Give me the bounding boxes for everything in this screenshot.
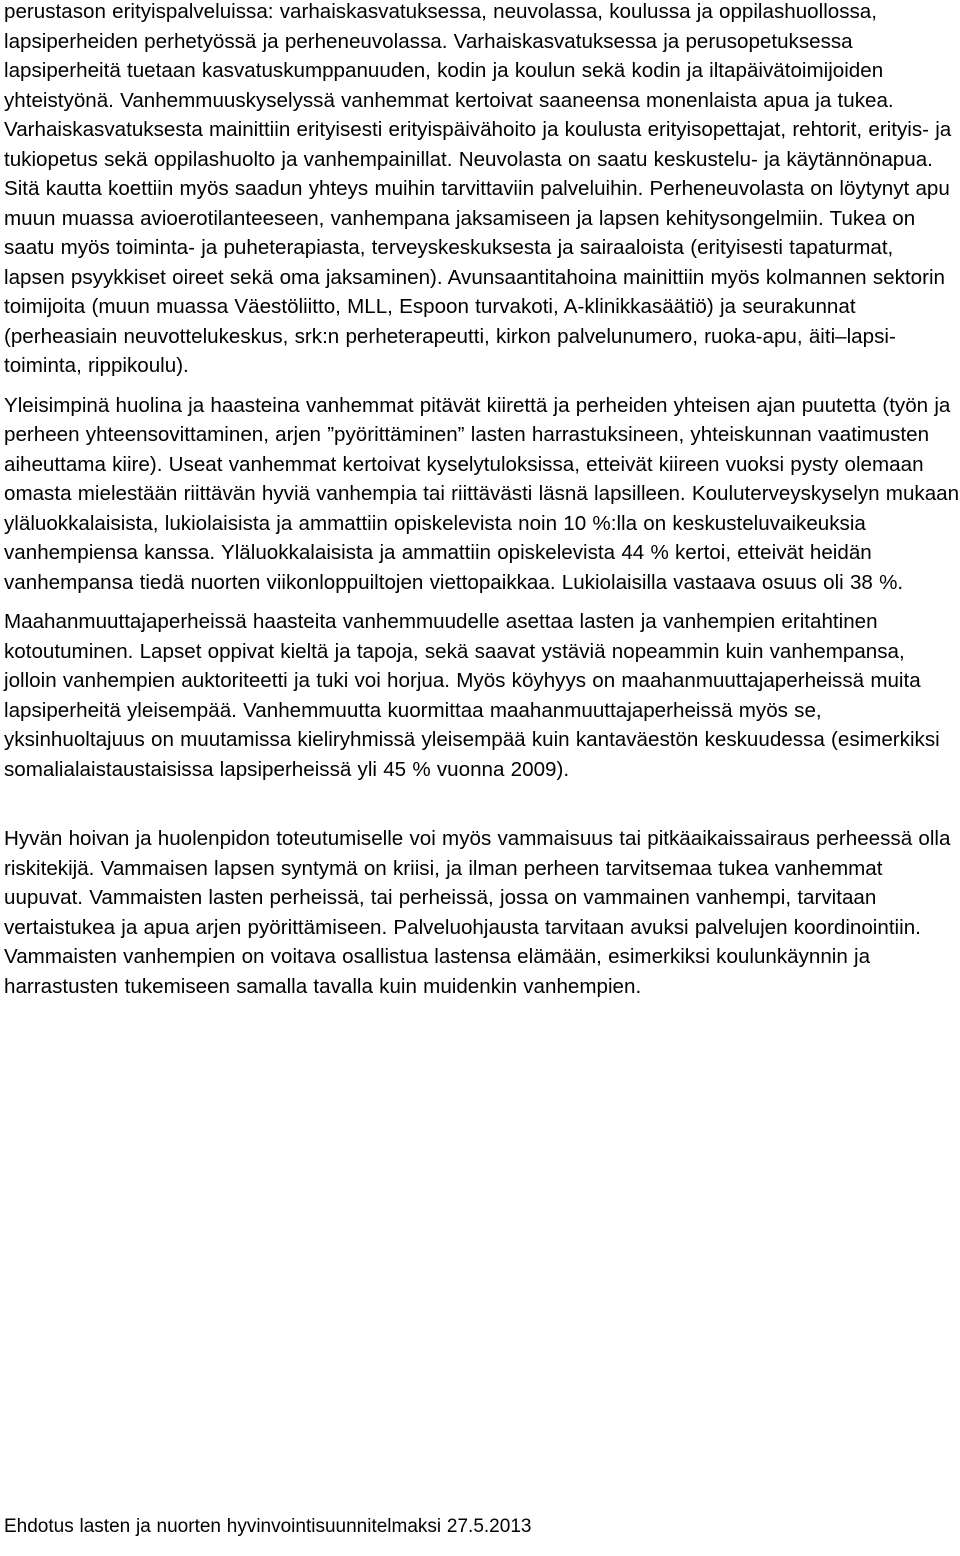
- paragraph-support-services: perustason erityispalveluissa: varhaiskasvatuksessa, neuvolassa, koulussa ja oppilashuollossa, lapsiperheiden perhetyössä ja perheneuvolassa. Varhaiskasvatuksessa ja perusopetuksessa lapsiperheitä tuetaan kasvatuskumppanuuden, kodin ja koulun sekä kodin ja iltapäivätoimijoiden yhteistyönä. Vanhemmuuskyselyssä vanhemmat kertoivat saaneensa monenlaista apua ja tukea. Varhaiskasvatuksesta mainittiin erityisesti erityispäivähoito ja koulusta erityisopettajat, rehtorit, erityis- ja tukiopetus sekä oppilashuolto ja vanhempainillat. Neuvolasta on saatu keskustelu- ja käytännönapua. Sitä kautta koettiin myös saadun yhteys muihin tarvittaviin palveluihin. Perheneuvolasta on löytynyt apu muun muassa avioerotilanteeseen, vanhempana jaksamiseen ja lapsen kehitysongelmiin. Tukea on saatu myös toiminta- ja puheterapiasta, terveyskeskuksesta ja sairaaloista (erityisesti tapaturmat, lapsen psyykkiset oireet sekä oma jaksaminen). Avunsaantitahoina mainittiin myös kolmannen sektorin toimijoita (muun muassa Väestöliitto, MLL, Espoon turvakoti, A-klinikkasäätiö) ja seurakunnat (perheasiain neuvottelukeskus, srk:n perheterapeutti, kirkon palvelunumero, ruoka-apu, äiti–lapsi-toiminta, rippikoulu).: [4, 0, 952, 377]
- page-footer: Ehdotus lasten ja nuorten hyvinvointisuunnitelmaksi 27.5.2013: [4, 1516, 532, 1537]
- paragraph-disability-care: Hyvän hoivan ja huolenpidon toteutumiselle voi myös vammaisuus tai pitkäaikaissairaus perheessä olla riskitekijä. Vammaisen lapsen syntymä on kriisi, ja ilman perheen tarvitsemaa tukea vanhemmat uupuvat. Vammaisten lasten perheissä, tai perheissä, jossa on vammainen vanhempi, tarvitaan vertaistukea ja apua arjen pyörittämiseen. Palveluohjausta tarvitaan avuksi palvelujen koordinointiin. Vammaisten vanhempien on voitava osallistua lastensa elämään, esimerkiksi koulunkäynnin ja harrastusten tukemiseen samalla tavalla kuin muidenkin vanhempien.: [4, 827, 951, 998]
- document-body: [4, 0, 960, 1001]
- paragraph-immigrant-families: Maahanmuuttajaperheissä haasteita vanhemmuudelle asettaa lasten ja vanhempien eritahtinen kotoutuminen. Lapset oppivat kieltä ja tapoja, sekä saavat ystäviä nopeammin kuin vanhempansa, jolloin vanhempien auktoriteetti ja tuki voi horjua. Myös köyhyys on maahanmuuttajaperheissä muita lapsiperheitä yleisempää. Vanhemmuutta kuormittaa maahanmuuttajaperheissä myös se, yksinhuoltajuus on muutamissa kieliryhmissä yleisempää kuin kantaväestön keskuudessa (esimerkiksi somalialaistaustaisissa lapsiperheissä yli 45 % vuonna 2009).: [4, 610, 940, 781]
- paragraph-parental-concerns: Yleisimpinä huolina ja haasteina vanhemmat pitävät kiirettä ja perheiden yhteisen ajan puutetta (työn ja perheen yhteensovittaminen, arjen ”pyörittäminen” lasten harrastuksineen, yhteiskunnan vaatimusten aiheuttama kiire). Useat vanhemmat kertoivat kyselytuloksissa, etteivät kiireen vuoksi pysty olemaan omasta mielestään riittävän hyviä vanhempia tai riittävästi läsnä lapsilleen. Kouluterveyskyselyn mukaan yläluokkalaisista, lukiolaisista ja ammattiin opiskelevista noin 10 %:lla on keskusteluvaikeuksia vanhempiensa kanssa. Yläluokkalaisista ja ammattiin opiskelevista 44 % kertoi, etteivät heidän vanhempansa tiedä nuorten viikonloppuiltojen viettopaikkaa. Lukiolaisilla vastaava osuus oli 38 %.: [4, 393, 960, 594]
